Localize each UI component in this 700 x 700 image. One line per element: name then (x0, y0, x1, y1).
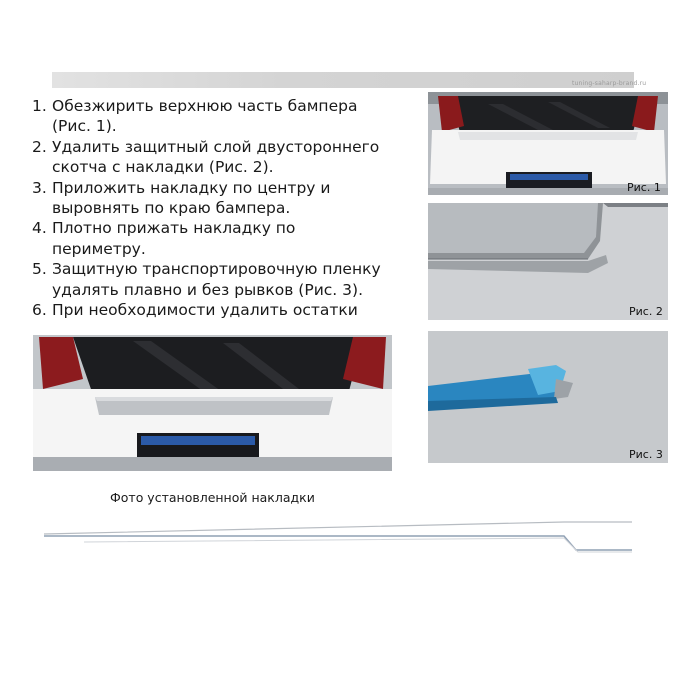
instruction-line: удалять плавно и без рывков (Рис. 3). (52, 280, 363, 299)
instruction-line: скотча с накладки (Рис. 2). (52, 158, 274, 177)
figure-3-photo (428, 331, 668, 463)
instruction-line: 5. Защитную транспортировочную пленку (32, 260, 381, 279)
instruction-line: периметру. (52, 239, 146, 258)
instruction-list (32, 96, 427, 320)
installed-pad-photo (33, 335, 392, 471)
figure-2-label: Рис. 2 (629, 305, 663, 318)
header-bar (52, 72, 634, 88)
figure-1-photo (428, 92, 668, 195)
instruction-line: 6. При необходимости удалить остатки (32, 301, 358, 320)
figure-2-photo (428, 203, 668, 320)
figure-3-label: Рис. 3 (629, 448, 663, 461)
instruction-line: выровнять по краю бампера. (52, 199, 291, 218)
decorative-lines (44, 518, 636, 558)
watermark-text: tuning-saharp-brand.ru (572, 80, 647, 87)
instruction-line: 3. Приложить накладку по центру и (32, 178, 331, 197)
instruction-line: 2. Удалить защитный слой двустороннего (32, 137, 380, 156)
figure-1-label: Рис. 1 (627, 181, 661, 194)
instruction-line: 1. Обезжирить верхнюю часть бампера (32, 97, 358, 115)
main-photo-caption: Фото установленной накладки (110, 490, 315, 505)
instruction-line: 4. Плотно прижать накладку по (32, 219, 296, 238)
instruction-line: (Рис. 1). (52, 117, 117, 136)
